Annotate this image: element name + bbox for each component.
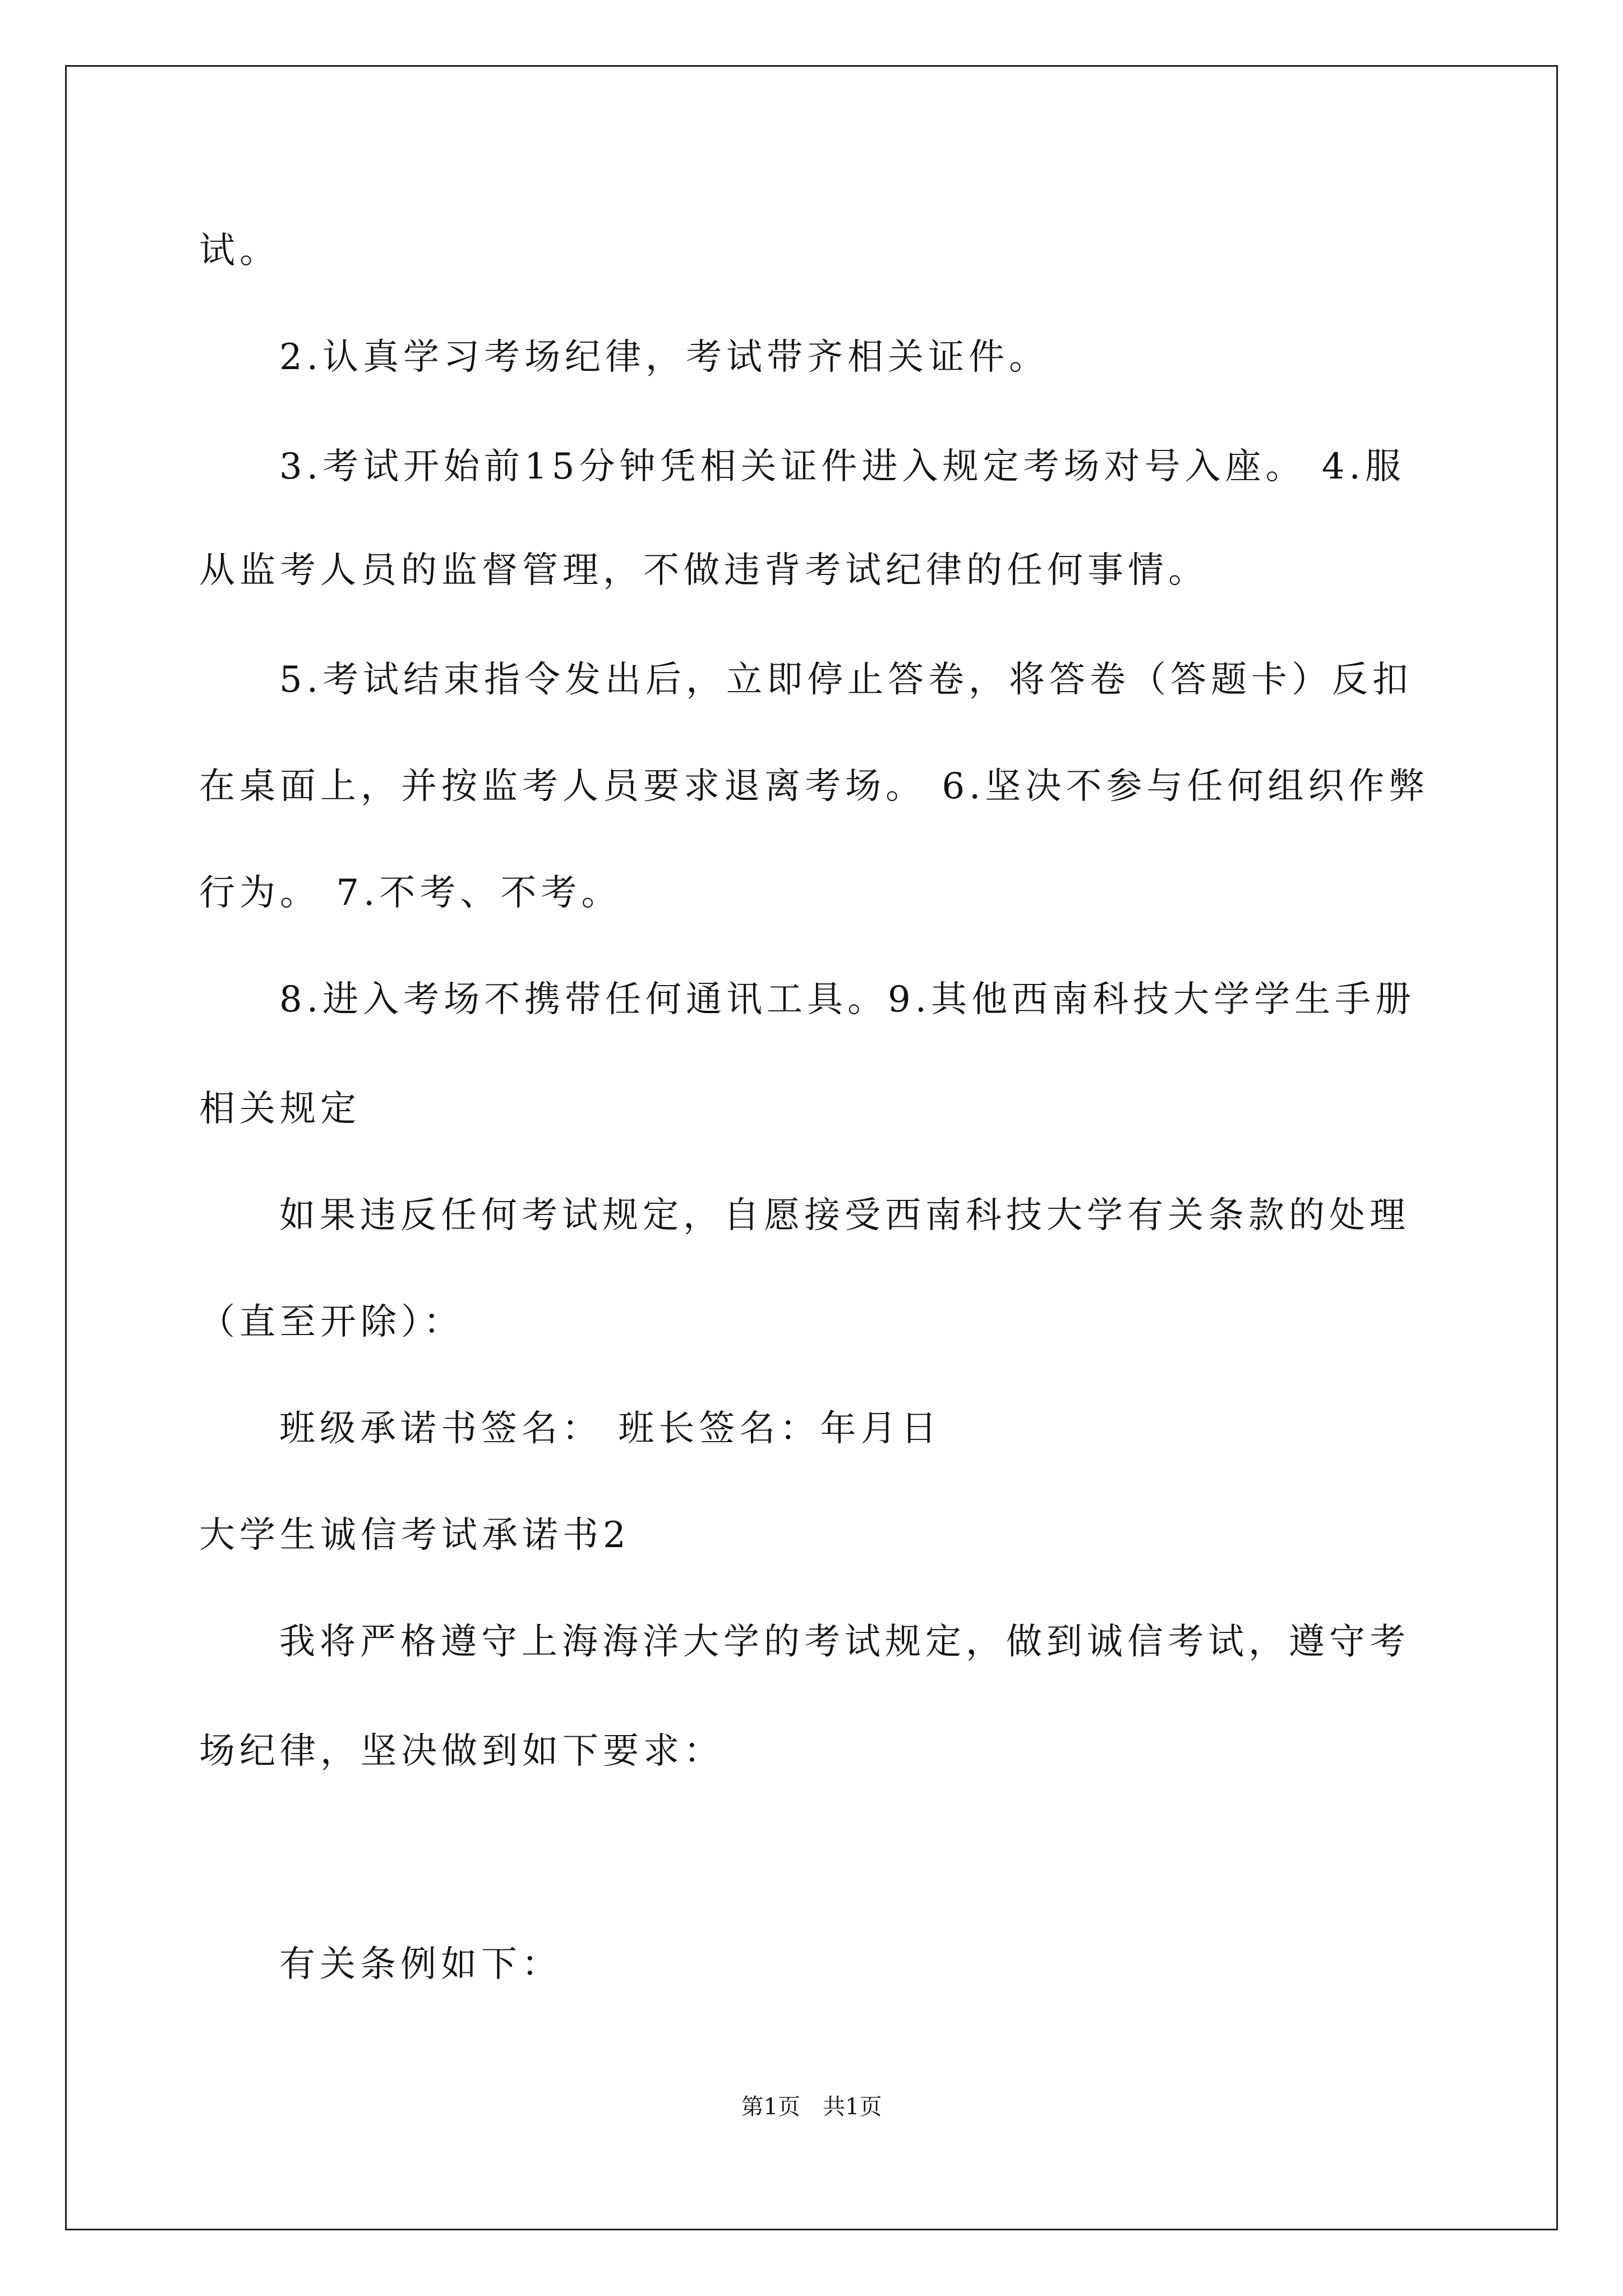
text-line: 如果违反任何考试规定，自愿接受西南科技大学有关条款的处理 <box>279 1195 1410 1236</box>
text-line: 场纪律，坚决做到如下要求： <box>199 1731 724 1772</box>
text-line: （直至开除）： <box>199 1301 464 1343</box>
text-line: 从监考人员的监督管理，不做违背考试纪律的任何事情。 <box>199 550 1209 591</box>
page-border <box>65 65 1558 2230</box>
text-line: 在桌面上，并按监考人员要求退离考场。 6.坚决不参与任何组织作弊 <box>199 766 1430 807</box>
text-line: 5.考试结束指令发出后，立即停止答卷，将答卷（答题卡）反扣 <box>279 659 1413 701</box>
text-line: 班级承诺书签名： 班长签名：年月日 <box>279 1408 942 1450</box>
text-line: 相关规定 <box>199 1088 361 1130</box>
page-footer <box>0 2089 1623 2121</box>
text-line: 8.进入考场不携带任何通讯工具。9.其他西南科技大学学生手册 <box>279 979 1416 1020</box>
text-line: 我将严格遵守上海海洋大学的考试规定，做到诚信考试，遵守考 <box>279 1621 1410 1663</box>
text-line: 2.认真学习考场纪律，考试带齐相关证件。 <box>279 337 1050 378</box>
section-heading: 大学生诚信考试承诺书2 <box>199 1515 630 1556</box>
text-line: 3.考试开始前15分钟凭相关证件进入规定考场对号入座。 4.服 <box>279 446 1405 487</box>
text-line: 有关条例如下： <box>279 1944 562 1985</box>
text-line: 试。 <box>199 230 280 272</box>
page-number: 第1页 <box>741 2094 800 2120</box>
text-line: 行为。 7.不考、不考。 <box>199 872 622 914</box>
total-pages: 共1页 <box>823 2094 882 2120</box>
